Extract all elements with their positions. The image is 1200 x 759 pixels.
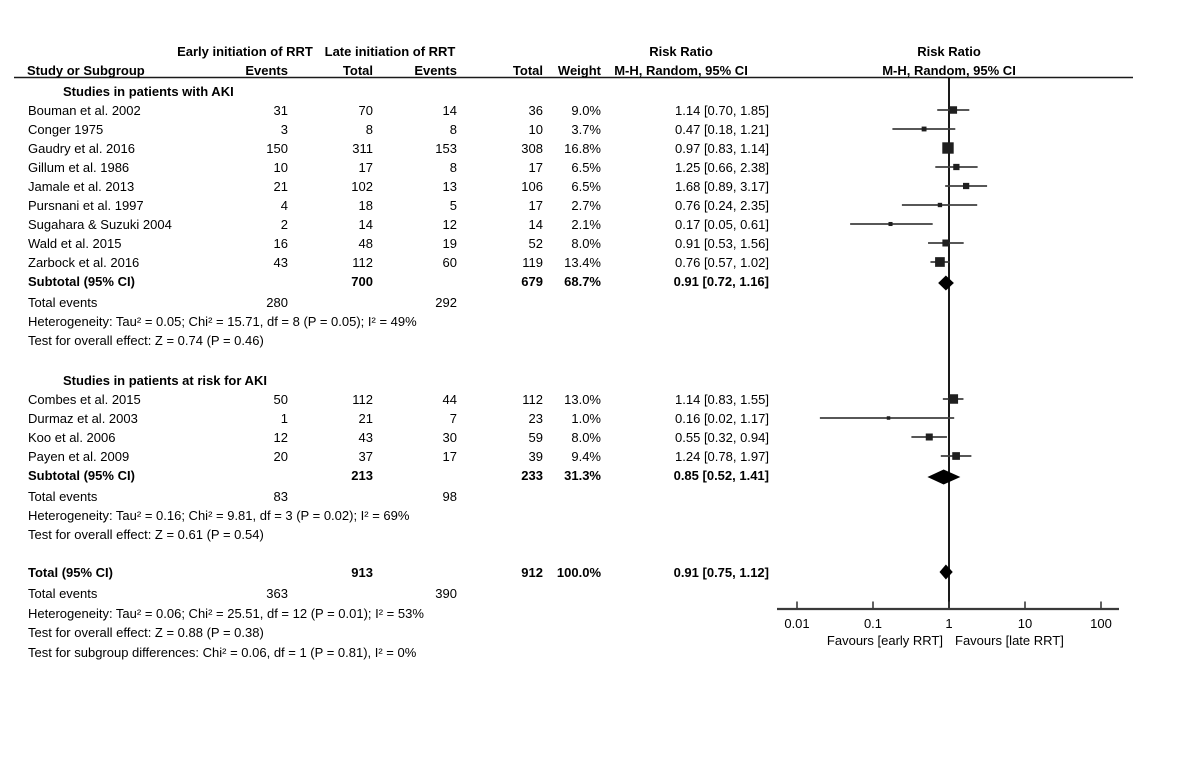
overall-effect-stats: Test for overall effect: Z = 0.74 (P = 0.46): [28, 332, 264, 348]
column-group-early-rrt: Early initiation of RRT: [177, 44, 313, 59]
study-label: Zarbock et al. 2016: [28, 254, 140, 270]
events-early-value: 20: [273, 448, 288, 464]
weight-value: 9.4%: [571, 448, 601, 464]
total-late-value: 10: [528, 121, 543, 137]
weight-value: 1.0%: [571, 410, 601, 426]
total-early-value: 70: [358, 102, 373, 118]
total-early-value: 700: [351, 273, 373, 289]
study-label: Jamale et al. 2013: [28, 178, 135, 194]
total-early-value: 14: [358, 216, 373, 232]
events-early-value: 16: [273, 235, 288, 251]
heterogeneity-stats: Heterogeneity: Tau² = 0.16; Chi² = 9.81, df = 3 (P = 0.02); I² = 69%: [28, 507, 410, 523]
total-events-label: Total events: [28, 294, 98, 310]
weight-value: 13.4%: [564, 254, 601, 270]
weight-value: 8.0%: [571, 235, 601, 251]
weight-value: 6.5%: [571, 178, 601, 194]
events-late-value: 30: [442, 429, 457, 445]
axis-tick-label: 1: [945, 615, 953, 631]
weight-value: 31.3%: [564, 467, 601, 483]
pooled-diamond: [940, 565, 953, 580]
events-early-value: 12: [273, 429, 288, 445]
effect-square: [926, 434, 933, 441]
events-late-header: Events: [414, 63, 457, 78]
effect-square: [953, 164, 959, 170]
total-late-value: 679: [521, 273, 543, 289]
events-early-value: 3: [280, 121, 288, 137]
risk-ratio-value: 0.17 [0.05, 0.61]: [675, 216, 769, 232]
events-early-value: 1: [280, 410, 288, 426]
total-late-value: 36: [528, 102, 543, 118]
risk-ratio-value: 0.76 [0.57, 1.02]: [675, 254, 769, 270]
axis-tick-label: 0.01: [784, 615, 810, 631]
events-late-value: 12: [442, 216, 457, 232]
effect-square: [949, 394, 959, 404]
total-early-value: 213: [351, 467, 373, 483]
total-early-value: 43: [358, 429, 373, 445]
risk-ratio-value: 0.47 [0.18, 1.21]: [675, 121, 769, 137]
risk-ratio-value: 1.68 [0.89, 3.17]: [675, 178, 769, 194]
events-early-value: 4: [280, 197, 288, 213]
effect-square: [935, 257, 945, 267]
weight-value: 100.0%: [556, 564, 601, 580]
risk-ratio-value: 0.91 [0.72, 1.16]: [673, 273, 769, 289]
subgroup-heading: Studies in patients with AKI: [63, 83, 234, 99]
subgroup-heading: Studies in patients at risk for AKI: [63, 372, 267, 388]
favours-late-label: Favours [late RRT]: [955, 632, 1064, 648]
total-early-value: 21: [358, 410, 373, 426]
subgroup-differences-stats: Test for subgroup differences: Chi² = 0.06, df = 1 (P = 0.81), I² = 0%: [28, 644, 417, 660]
risk-ratio-value: 1.14 [0.83, 1.55]: [675, 391, 769, 407]
events-late-value: 44: [442, 391, 457, 407]
total-early-value: 18: [358, 197, 373, 213]
risk-ratio-value: 0.76 [0.24, 2.35]: [675, 197, 769, 213]
total-events-late: 292: [435, 294, 457, 310]
events-early-value: 31: [273, 102, 288, 118]
study-label: Payen et al. 2009: [28, 448, 130, 464]
study-label: Gaudry et al. 2016: [28, 140, 135, 156]
mh-random-ci-header-left: M-H, Random, 95% CI: [614, 63, 748, 78]
weight-value: 2.1%: [571, 216, 601, 232]
total-late-value: 308: [521, 140, 543, 156]
events-late-value: 5: [449, 197, 457, 213]
total-early-value: 8: [365, 121, 373, 137]
study-label: Total (95% CI): [28, 564, 113, 580]
study-label: Koo et al. 2006: [28, 429, 116, 445]
total-early-value: 112: [352, 391, 373, 407]
total-late-value: 14: [528, 216, 543, 232]
axis-tick-label: 100: [1090, 615, 1112, 631]
total-late-value: 17: [528, 159, 543, 175]
effect-square: [942, 142, 953, 153]
events-late-value: 8: [449, 121, 457, 137]
study-label: Pursnani et al. 1997: [28, 197, 144, 213]
total-early-value: 37: [358, 448, 373, 464]
total-events-early: 363: [266, 586, 288, 601]
favours-early-label: Favours [early RRT]: [826, 632, 943, 648]
total-events-late: 98: [442, 488, 457, 504]
total-late-value: 912: [521, 564, 543, 580]
total-late-value: 52: [528, 235, 543, 251]
axis-tick-label: 10: [1017, 615, 1033, 631]
events-early-value: 50: [273, 391, 288, 407]
study-label: Combes et al. 2015: [28, 391, 141, 407]
heterogeneity-stats: Heterogeneity: Tau² = 0.06; Chi² = 25.51, df = 12 (P = 0.01); I² = 53%: [28, 605, 424, 621]
weight-value: 9.0%: [571, 102, 601, 118]
pooled-diamond: [938, 276, 954, 291]
weight-value: 3.7%: [571, 121, 601, 137]
risk-ratio-header-right: Risk Ratio: [917, 44, 981, 59]
effect-square: [922, 127, 927, 132]
mh-random-ci-header-right: M-H, Random, 95% CI: [882, 63, 1016, 78]
total-early-value: 48: [358, 235, 373, 251]
study-label: Conger 1975: [28, 121, 104, 137]
effect-square: [942, 240, 949, 247]
weight-value: 6.5%: [571, 159, 601, 175]
events-late-value: 14: [442, 102, 457, 118]
effect-square: [888, 222, 892, 226]
events-early-value: 21: [273, 178, 288, 194]
total-late-value: 106: [521, 178, 543, 194]
events-late-value: 153: [435, 140, 457, 156]
study-label: Subtotal (95% CI): [28, 273, 135, 289]
effect-square: [938, 203, 942, 207]
total-late-value: 119: [522, 254, 543, 270]
events-late-value: 60: [442, 254, 457, 270]
effect-square: [952, 452, 960, 460]
total-early-header: Total: [342, 63, 373, 78]
weight-value: 8.0%: [571, 429, 601, 445]
risk-ratio-value: 0.97 [0.83, 1.14]: [675, 140, 769, 156]
events-early-value: 150: [266, 140, 288, 156]
weight-header: Weight: [557, 63, 601, 78]
total-events-label: Total events: [28, 586, 98, 601]
weight-value: 2.7%: [571, 197, 601, 213]
events-late-value: 17: [442, 448, 457, 464]
total-early-value: 311: [352, 140, 373, 156]
pooled-diamond: [927, 470, 960, 485]
study-label: Sugahara & Suzuki 2004: [28, 216, 172, 232]
total-events-late: 390: [435, 586, 457, 601]
risk-ratio-value: 0.91 [0.75, 1.12]: [673, 564, 769, 580]
events-early-value: 10: [273, 159, 288, 175]
overall-effect-stats: Test for overall effect: Z = 0.61 (P = 0.54): [28, 526, 264, 542]
study-subgroup-header: Study or Subgroup: [27, 63, 145, 78]
effect-square: [887, 416, 891, 420]
risk-ratio-value: 0.91 [0.53, 1.56]: [675, 235, 769, 251]
study-label: Durmaz et al. 2003: [28, 410, 138, 426]
events-late-value: 19: [442, 235, 457, 251]
study-label: Bouman et al. 2002: [28, 102, 141, 118]
weight-value: 16.8%: [564, 140, 601, 156]
events-early-value: 2: [280, 216, 288, 232]
effect-square: [963, 183, 969, 189]
total-late-value: 23: [528, 410, 543, 426]
total-late-value: 112: [522, 391, 543, 407]
events-late-value: 8: [449, 159, 457, 175]
effect-square: [950, 106, 958, 114]
total-early-value: 17: [358, 159, 373, 175]
total-events-label: Total events: [28, 488, 98, 504]
study-label: Subtotal (95% CI): [28, 467, 135, 483]
events-early-header: Events: [245, 63, 288, 78]
study-label: Gillum et al. 1986: [28, 159, 130, 175]
risk-ratio-header-left: Risk Ratio: [649, 44, 713, 59]
total-events-early: 83: [273, 488, 288, 504]
total-early-value: 913: [351, 564, 373, 580]
heterogeneity-stats: Heterogeneity: Tau² = 0.05; Chi² = 15.71, df = 8 (P = 0.05); I² = 49%: [28, 313, 417, 329]
risk-ratio-value: 0.85 [0.52, 1.41]: [673, 467, 769, 483]
risk-ratio-value: 0.55 [0.32, 0.94]: [675, 429, 769, 445]
events-early-value: 43: [273, 254, 288, 270]
risk-ratio-value: 0.16 [0.02, 1.17]: [675, 410, 769, 426]
total-late-header: Total: [512, 63, 543, 78]
total-early-value: 102: [351, 178, 373, 194]
total-late-value: 17: [528, 197, 543, 213]
total-late-value: 39: [528, 448, 543, 464]
total-late-value: 233: [521, 467, 543, 483]
risk-ratio-value: 1.24 [0.78, 1.97]: [675, 448, 769, 464]
risk-ratio-value: 1.14 [0.70, 1.85]: [675, 102, 769, 118]
weight-value: 13.0%: [564, 391, 601, 407]
events-late-value: 13: [442, 178, 457, 194]
column-group-late-rrt: Late initiation of RRT: [324, 44, 456, 59]
overall-effect-stats: Test for overall effect: Z = 0.88 (P = 0.38): [28, 625, 264, 640]
total-events-early: 280: [266, 294, 288, 310]
events-late-value: 7: [449, 410, 457, 426]
total-early-value: 112: [352, 254, 373, 270]
total-late-value: 59: [528, 429, 543, 445]
weight-value: 68.7%: [564, 273, 601, 289]
risk-ratio-value: 1.25 [0.66, 2.38]: [675, 159, 769, 175]
study-label: Wald et al. 2015: [28, 235, 122, 251]
axis-tick-label: 0.1: [863, 615, 883, 631]
